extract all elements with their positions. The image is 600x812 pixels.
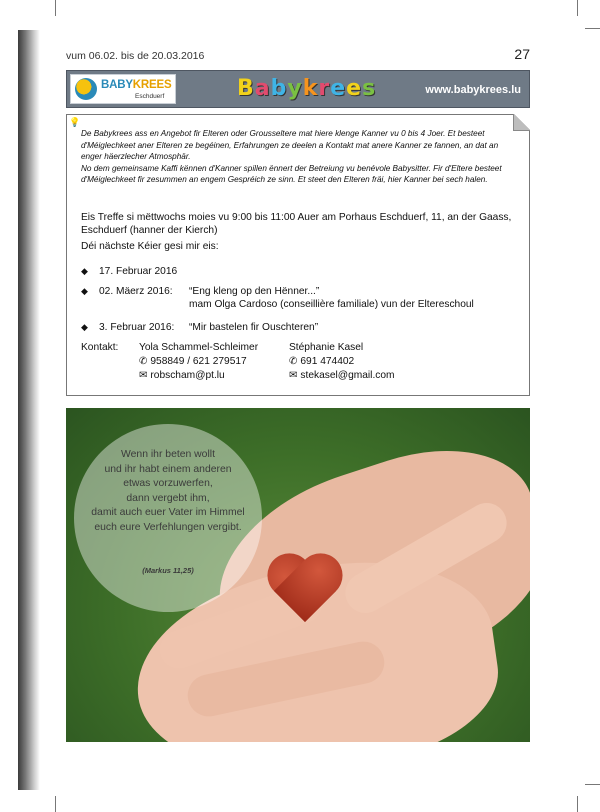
logo-subtitle: Eschduerf [135, 93, 165, 100]
logo-text [101, 79, 171, 91]
banner-title-letter: r [318, 76, 331, 101]
quote-reference: (Markus 11,25) [142, 566, 194, 575]
bible-quote [74, 448, 262, 535]
banner-title-letter: k [302, 76, 319, 101]
meeting-info: Eis Treffe si mëttwochs moies vu 9:00 bis 11:00 Auer am Porhaus Eschduerf, 11, an der Gaass, Eschduerf (hanner der Kierch) [81, 212, 512, 236]
phone-number: 958849 / 621 279517 [150, 356, 247, 367]
banner-title [237, 76, 376, 101]
quote-line: damit auch euer Vater im Himmel [91, 507, 245, 518]
bullet-diamond-icon: ◆ [81, 322, 88, 332]
logo-text-baby: BABY [101, 79, 133, 91]
event-date-separator: : [171, 322, 175, 333]
phone-icon: ✆ [139, 356, 148, 367]
banner-title-letter: b [270, 76, 288, 101]
event-date: 02. Mäerz 2016: [99, 286, 173, 297]
crop-mark [577, 796, 578, 812]
banner-title-letter: e [330, 76, 347, 101]
intro-paragraph: De Babykrees ass en Angebot fir Elteren oder Grousseltere mat hiere klenge Kanner vu 0 bis 4 Joer. Et besteet d'Méiglechkeet aner Elteren ze begéinen, Erfahrungen ze deelen a Kontakt mat anere Kanner ze fannen, an dat an enger häerzlecher Atmosphär. [81, 129, 499, 162]
logo-text-krees: KREES [132, 79, 172, 91]
website-url[interactable]: www.babykrees.lu [425, 84, 521, 96]
quote-line: etwas vorzuwerfen, [123, 478, 213, 489]
date-range: vum 06.02. bis de 20.03.2016 [66, 50, 205, 62]
contact-phone [139, 355, 247, 368]
contact-phone [289, 355, 354, 368]
quote-line: dann vergebt ihm, [126, 492, 210, 504]
mail-icon: ✉ [289, 370, 298, 381]
banner-title-letter: B [237, 76, 255, 101]
phone-number: 691 474402 [300, 356, 355, 367]
logo-emblem-icon [75, 78, 97, 100]
event-detail: mam Olga Cardoso (conseillière familiale) vun der Eltereschoul [189, 299, 474, 310]
lightbulb-icon: 💡 [69, 117, 81, 127]
crop-mark [577, 0, 578, 16]
event-title: “Mir bastelen fir Ouschteren” [189, 322, 319, 333]
quote-circle [74, 424, 262, 612]
contact-email[interactable] [139, 369, 225, 382]
hands-heart-photo [66, 408, 530, 742]
contact-name: Yola Schammel-Schleimer [139, 342, 259, 353]
quote-line: und ihr habt einem anderen [104, 463, 232, 475]
babykrees-banner [66, 70, 530, 108]
event-date: 17. Februar 2016 [99, 266, 178, 277]
contact-label: Kontakt: [81, 342, 119, 353]
contact-name: Stéphanie Kasel [289, 342, 364, 353]
bullet-diamond-icon: ◆ [81, 266, 88, 276]
running-head [66, 46, 530, 62]
crop-mark [585, 28, 600, 29]
spine-shadow [18, 30, 40, 790]
crop-mark [585, 784, 600, 785]
mail-icon: ✉ [139, 370, 148, 381]
quote-line: euch eure Verfehlungen vergibt. [94, 521, 242, 533]
quote-line: Wenn ihr beten wollt [121, 449, 215, 460]
event-date-text: 3. Februar 2016 [99, 322, 172, 333]
crop-mark [55, 0, 56, 16]
event-title: “Eng kleng op den Hënner...” [189, 286, 320, 297]
intro-paragraph: No dem gemeinsame Kaffi kënnen d'Kanner spillen ënnert der Betreiung vu benévole Babysitter. Fir d'Eltere besteet d'Méiglechkeet fir zesummen an engem Gespréich ze sinn. Et steet den Elteren fräi, hier Kanner bei sech halen. [81, 163, 502, 185]
phone-icon: ✆ [289, 356, 298, 367]
banner-title-letter: y [287, 76, 303, 101]
banner-title-letter: a [254, 76, 271, 101]
page-number: 27 [514, 46, 530, 62]
banner-title-letter: e [346, 76, 363, 101]
info-box [66, 114, 530, 396]
crop-mark [55, 796, 56, 812]
intro-text [81, 128, 521, 186]
bullet-diamond-icon: ◆ [81, 286, 88, 296]
next-meetings-label: Déi nächste Kéier gesi mir eis: [81, 241, 219, 252]
red-stone-heart [266, 556, 344, 628]
contact-email[interactable] [289, 369, 395, 382]
banner-title-letter: s [362, 76, 377, 101]
email-address[interactable]: robscham@pt.lu [150, 370, 225, 381]
email-address[interactable]: stekasel@gmail.com [300, 370, 395, 381]
babykrees-logo [70, 74, 176, 104]
event-date [99, 321, 174, 334]
